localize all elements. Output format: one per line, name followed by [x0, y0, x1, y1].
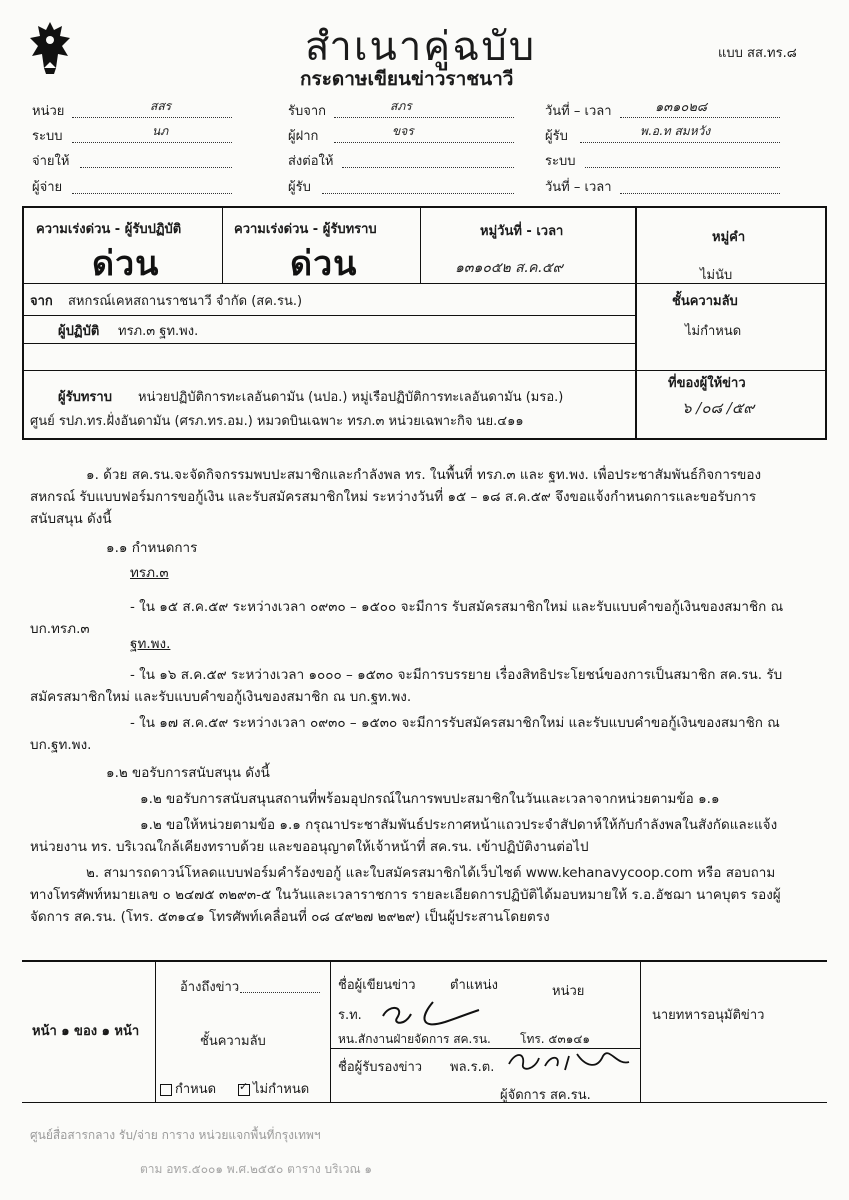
system-label: ระบบ [32, 129, 63, 144]
writer-unit: หน.สักงานฝ่ายจัดการ สค.รน. [338, 1032, 491, 1046]
unit-label: หน่วย [32, 104, 65, 119]
document-subtitle: กระดาษเขียนข่าวราชนาวี [300, 68, 514, 90]
certifier-title: ผู้จัดการ สค.รน. [500, 1088, 591, 1103]
checkbox-icon[interactable] [160, 1084, 172, 1096]
from-label: จาก [30, 294, 53, 309]
writer-rank: ร.ท. [338, 1008, 362, 1023]
option-set-label: กำหนด [175, 1082, 217, 1097]
option-unset[interactable] [238, 1078, 309, 1099]
dtg-value: ๑๓๑๐๕๒ ส.ค.๕๙ [455, 260, 563, 276]
system2-label: ระบบ [545, 154, 576, 169]
recipient-value: พ.อ.ท สมหวัง [640, 124, 711, 138]
action-priority-stamp: ด่วน [92, 244, 160, 284]
bullet-3: - ใน ๑๗ ส.ค.๕๙ ระหว่างเวลา ๐๙๓๐ – ๑๕๓๐ จะมีการรับสมัครสมาชิกใหม่ และรับแบบคำขอกู้เงินของสมาชิก ณ บก.ฐท.พง. [30, 715, 780, 753]
words-label: หมู่คำ [712, 230, 746, 245]
forward-to-label: ส่งต่อให้ [288, 154, 334, 169]
recipient-label: ผู้รับ [545, 129, 568, 144]
form-code: แบบ สส.ทร.๘ [718, 46, 797, 61]
date-time-value: ๑๓๑๐๒๘ [655, 100, 707, 115]
classification-label: ชั้นความลับ [672, 294, 738, 309]
info-priority-stamp: ด่วน [290, 244, 358, 284]
paragraph-1: ๑. ด้วย สค.รน.จะจัดกิจกรรมพบปะสมาชิกและกำลังพล ทร. ในพื้นที่ ทรภ.๓ และ ฐท.พง. เพื่อประชาสัมพันธ์กิจการของสหกรณ์ รับแบบฟอร์มการขอกู้เงิน และรับสมัครสมาชิกใหม่ ระหว่างวันที่ ๑๕ – ๑๘ ส.ค.๕๙ จึงขอแจ้งกำหนดการและขอรับการสนับสนุน ดังนี้ [30, 467, 762, 527]
unit-value: สสร [150, 99, 172, 113]
receive-from-label: รับจาก [288, 104, 327, 119]
paragraph-2: ๒. สามารถดาวน์โหลดแบบฟอร์มคำร้องขอกู้ และใบสมัครสมาชิกได้เว็บไซต์ www.kehanavycoop.com หรือ สอบถามทางโทรศัพท์หมายเลข ๐ ๒๔๗๕ ๓๒๙๓-๕ ในวันและเวลาราชการ รายละเอียดการปฏิบัติได้มอบหมายให้ ร.อ.อัชฌา นาคบุตร รองผู้จัดการ สค.รน. (โทร. ๕๓๑๔๑ โทรศัพท์เคลื่อนที่ ๐๘ ๔๙๒๗ ๒๙๒๙) เป็นผู้ประสานโดยตรง [30, 865, 781, 925]
comm-center-stamp-line1: ศูนย์สื่อสารกลาง รับ/จ่าย การาง หน่วยแจกพื้นที่กรุงเทพฯ [30, 1128, 321, 1142]
checkbox-checked-icon[interactable] [238, 1084, 250, 1096]
classification-value: ไม่กำหนด [685, 324, 742, 339]
receiver-label: ผู้รับ [288, 180, 311, 195]
action-label: ผู้ปฏิบัติ [58, 324, 100, 339]
dtg-label: หมู่วันที่ - เวลา [480, 224, 564, 239]
payer-label: ผู้จ่าย [32, 180, 63, 195]
royal-garuda-emblem [26, 18, 74, 76]
bullet-1: - ใน ๑๕ ส.ค.๕๙ ระหว่างเวลา ๐๙๓๐ – ๑๕๐๐ จะมีการ รับสมัครสมาชิกใหม่ และรับแบบคำขอกู้เงินของสมาชิก ณ บก.ทรภ.๓ [30, 599, 784, 637]
from-value: สหกรณ์เคหสถานราชนาวี จำกัด (สค.รน.) [68, 294, 303, 309]
action-value: ทรภ.๓ ฐท.พง. [118, 324, 199, 339]
unit-thtphg: ฐท.พง. [130, 636, 171, 652]
info-value-line2: ศูนย์ รปภ.ทร.ฝั่งอันดามัน (ศรภ.ทร.อม.) หมวดบินเฉพาะ ทรภ.๓ หน่วยเฉพาะกิจ นย.๔๑๑ [30, 414, 524, 429]
date-time2-label: วันที่ – เวลา [545, 180, 612, 195]
section-1-1: ๑.๑ กำหนดการ [106, 540, 198, 556]
info-value-line1: หน่วยปฏิบัติการทะเลอันดามัน (นปอ.) หมู่เรือปฏิบัติการทะเลอันดามัน (มรอ.) [138, 390, 564, 405]
page-indicator: หน้า ๑ ของ ๑ หน้า [32, 1024, 140, 1039]
certifier-label: ชื่อผู้รับรองข่าว [338, 1060, 423, 1075]
depositor-label: ผู้ฝาก [288, 129, 319, 144]
date-time-label: วันที่ – เวลา [545, 104, 612, 119]
ref-value: ๖ /๐๘ /๕๙ [682, 399, 755, 417]
certifier-signature [505, 1046, 635, 1080]
certifier-rank: พล.ร.ต. [450, 1060, 495, 1075]
document-title: สำเนาคู่ฉบับ [305, 24, 537, 70]
unit-tropha3: ทรภ.๓ [130, 565, 169, 581]
writer-phone: โทร. ๕๓๑๔๑ [520, 1032, 591, 1046]
bullet-2: - ใน ๑๖ ส.ค.๕๙ ระหว่างเวลา ๑๐๐๐ – ๑๕๓๐ จะมีการบรรยาย เรื่องสิทธิประโยชน์ของการเป็นสมาชิก สค.รน. รับสมัครสมาชิกใหม่ และรับแบบคำขอกู้เงินของสมาชิก ณ บก.ฐท.พง. [30, 667, 783, 705]
words-value: ไม่นับ [700, 268, 733, 283]
section-1-2-1: ๑.๒ ขอรับการสนับสนุนสถานที่พร้อมอุปกรณ์ในการพบปะสมาชิกในวันและเวลาจากหน่วยตามข้อ ๑.๑ [140, 791, 720, 807]
section-1-2: ๑.๒ ขอรับการสนับสนุน ดังนี้ [106, 765, 270, 781]
ref-label: ที่ของผู้ให้ข่าว [668, 376, 746, 391]
info-label: ผู้รับทราบ [58, 390, 112, 405]
position-label: ตำแหน่ง [450, 978, 498, 993]
option-unset-label: ไม่กำหนด [253, 1082, 310, 1097]
system-value: นภ [152, 124, 169, 138]
ref-news-label: อ้างถึงข่าว [180, 980, 240, 995]
footer-class-label: ชั้นความลับ [200, 1034, 266, 1049]
option-set[interactable] [160, 1078, 216, 1099]
receive-from-value: สภร [390, 99, 412, 113]
footer-unit-label: หน่วย [552, 984, 585, 999]
action-priority-label: ความเร่งด่วน - ผู้รับปฏิบัติ [36, 222, 182, 237]
section-1-2-2: ๑.๒ ขอให้หน่วยตามข้อ ๑.๑ กรุณาประชาสัมพันธ์ประกาศหน้าแถวประจำสัปดาห์ให้กับกำลังพลในสังกัดและแจ้งหน่วยงาน ทร. บริเวณใกล้เคียงทราบด้วย และขออนุญาตให้เจ้าหน้าที่ สค.รน. เข้าปฏิบัติงานต่อไป [30, 817, 778, 855]
info-priority-label: ความเร่งด่วน - ผู้รับทราบ [234, 222, 377, 237]
payto-label: จ่ายให้ [32, 154, 70, 169]
comm-center-stamp-line2: ตาม อทร.๕๐๐๑ พ.ศ.๒๕๕๐ ตาราง บริเวณ ๑ [140, 1162, 373, 1176]
depositor-value: ขจร [392, 124, 414, 138]
approver-label: นายทหารอนุมัติข่าว [652, 1008, 765, 1023]
writer-label: ชื่อผู้เขียนข่าว [338, 978, 416, 993]
